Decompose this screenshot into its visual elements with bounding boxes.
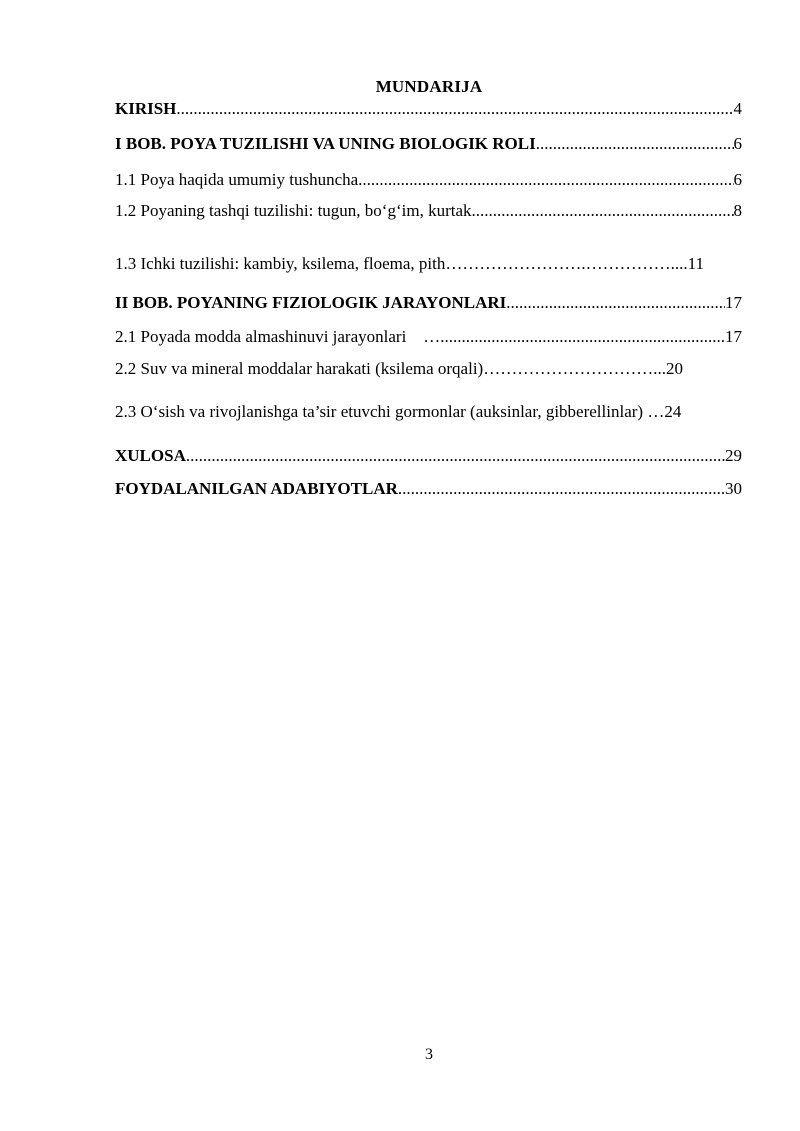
toc-entry-label: FOYDALANILGAN ADABIYOTLAR: [115, 479, 398, 498]
toc-entry-label: 1.1 Poya haqida umumiy tushuncha: [115, 170, 359, 189]
toc-entry-section-1-3: [115, 254, 742, 274]
toc-entry-chapter-1: [115, 134, 742, 154]
toc-dot-leader: [536, 134, 734, 154]
toc-dot-leader: [506, 293, 725, 313]
toc-title: MUNDARIJA: [375, 77, 483, 96]
toc-entry-page: 30: [725, 479, 742, 498]
toc-entry-label: I BOB. POYA TUZILISHI VA UNING BIOLOGIK ROLI: [115, 134, 536, 153]
toc-entry-section-2-1: [115, 327, 742, 347]
toc-entry-section-1-1: [115, 170, 742, 190]
toc-entry-tail: …………………….……………....: [445, 254, 688, 273]
toc-entry-section-1-2: [115, 201, 742, 221]
toc-entry-page: 29: [725, 446, 742, 465]
toc-entry-section-2-2: [115, 359, 742, 379]
toc-entry-label: 2.3 O‘sish va rivojlanishga ta’sir etuvchi gormonlar (auksinlar, gibberellinlar) …: [115, 402, 665, 421]
toc-entry-section-2-3: [115, 402, 742, 422]
page-number: 3: [425, 1046, 433, 1063]
toc-entry-page: 8: [733, 201, 742, 220]
toc-dot-leader: [176, 99, 733, 119]
toc-entry-tail: …………………………...: [483, 359, 666, 378]
toc-entry-label: 2.1 Poyada modda almashinuvi jarayonlari …: [115, 327, 441, 346]
toc-entry-adabiyotlar: [115, 479, 742, 499]
toc-entry-page: 17: [725, 327, 742, 346]
toc-entry-label: KIRISH: [115, 99, 177, 118]
toc-entry-label: 1.2 Poyaning tashqi tuzilishi: tugun, bo‘g‘im, kurtak: [115, 201, 472, 220]
toc-entry-page: 17: [725, 293, 742, 312]
toc-entry-kirish: [115, 99, 742, 119]
toc-entry-xulosa: [115, 446, 742, 466]
toc-dot-leader: [440, 327, 725, 347]
toc-entry-label: 2.2 Suv va mineral moddalar harakati (ksilema orqali): [115, 359, 484, 378]
toc-entry-label: 1.3 Ichki tuzilishi: kambiy, ksilema, floema, pith: [115, 254, 446, 273]
toc-entry-chapter-2: [115, 293, 742, 313]
toc-dot-leader: [358, 170, 733, 190]
toc-dot-leader: [398, 479, 725, 499]
toc-dot-leader: [472, 201, 734, 221]
toc-entry-page: 11: [687, 254, 704, 273]
toc-entry-page: 6: [733, 134, 742, 153]
toc-entry-page: 24: [664, 402, 682, 421]
toc-entry-page: 6: [733, 170, 742, 189]
toc-entry-label: II BOB. POYANING FIZIOLOGIK JARAYONLARI: [115, 293, 507, 312]
toc-entry-page: 20: [665, 359, 683, 378]
toc-dot-leader: [186, 446, 725, 466]
toc-entry-page: 4: [733, 99, 742, 118]
toc-entry-label: XULOSA: [115, 446, 186, 465]
